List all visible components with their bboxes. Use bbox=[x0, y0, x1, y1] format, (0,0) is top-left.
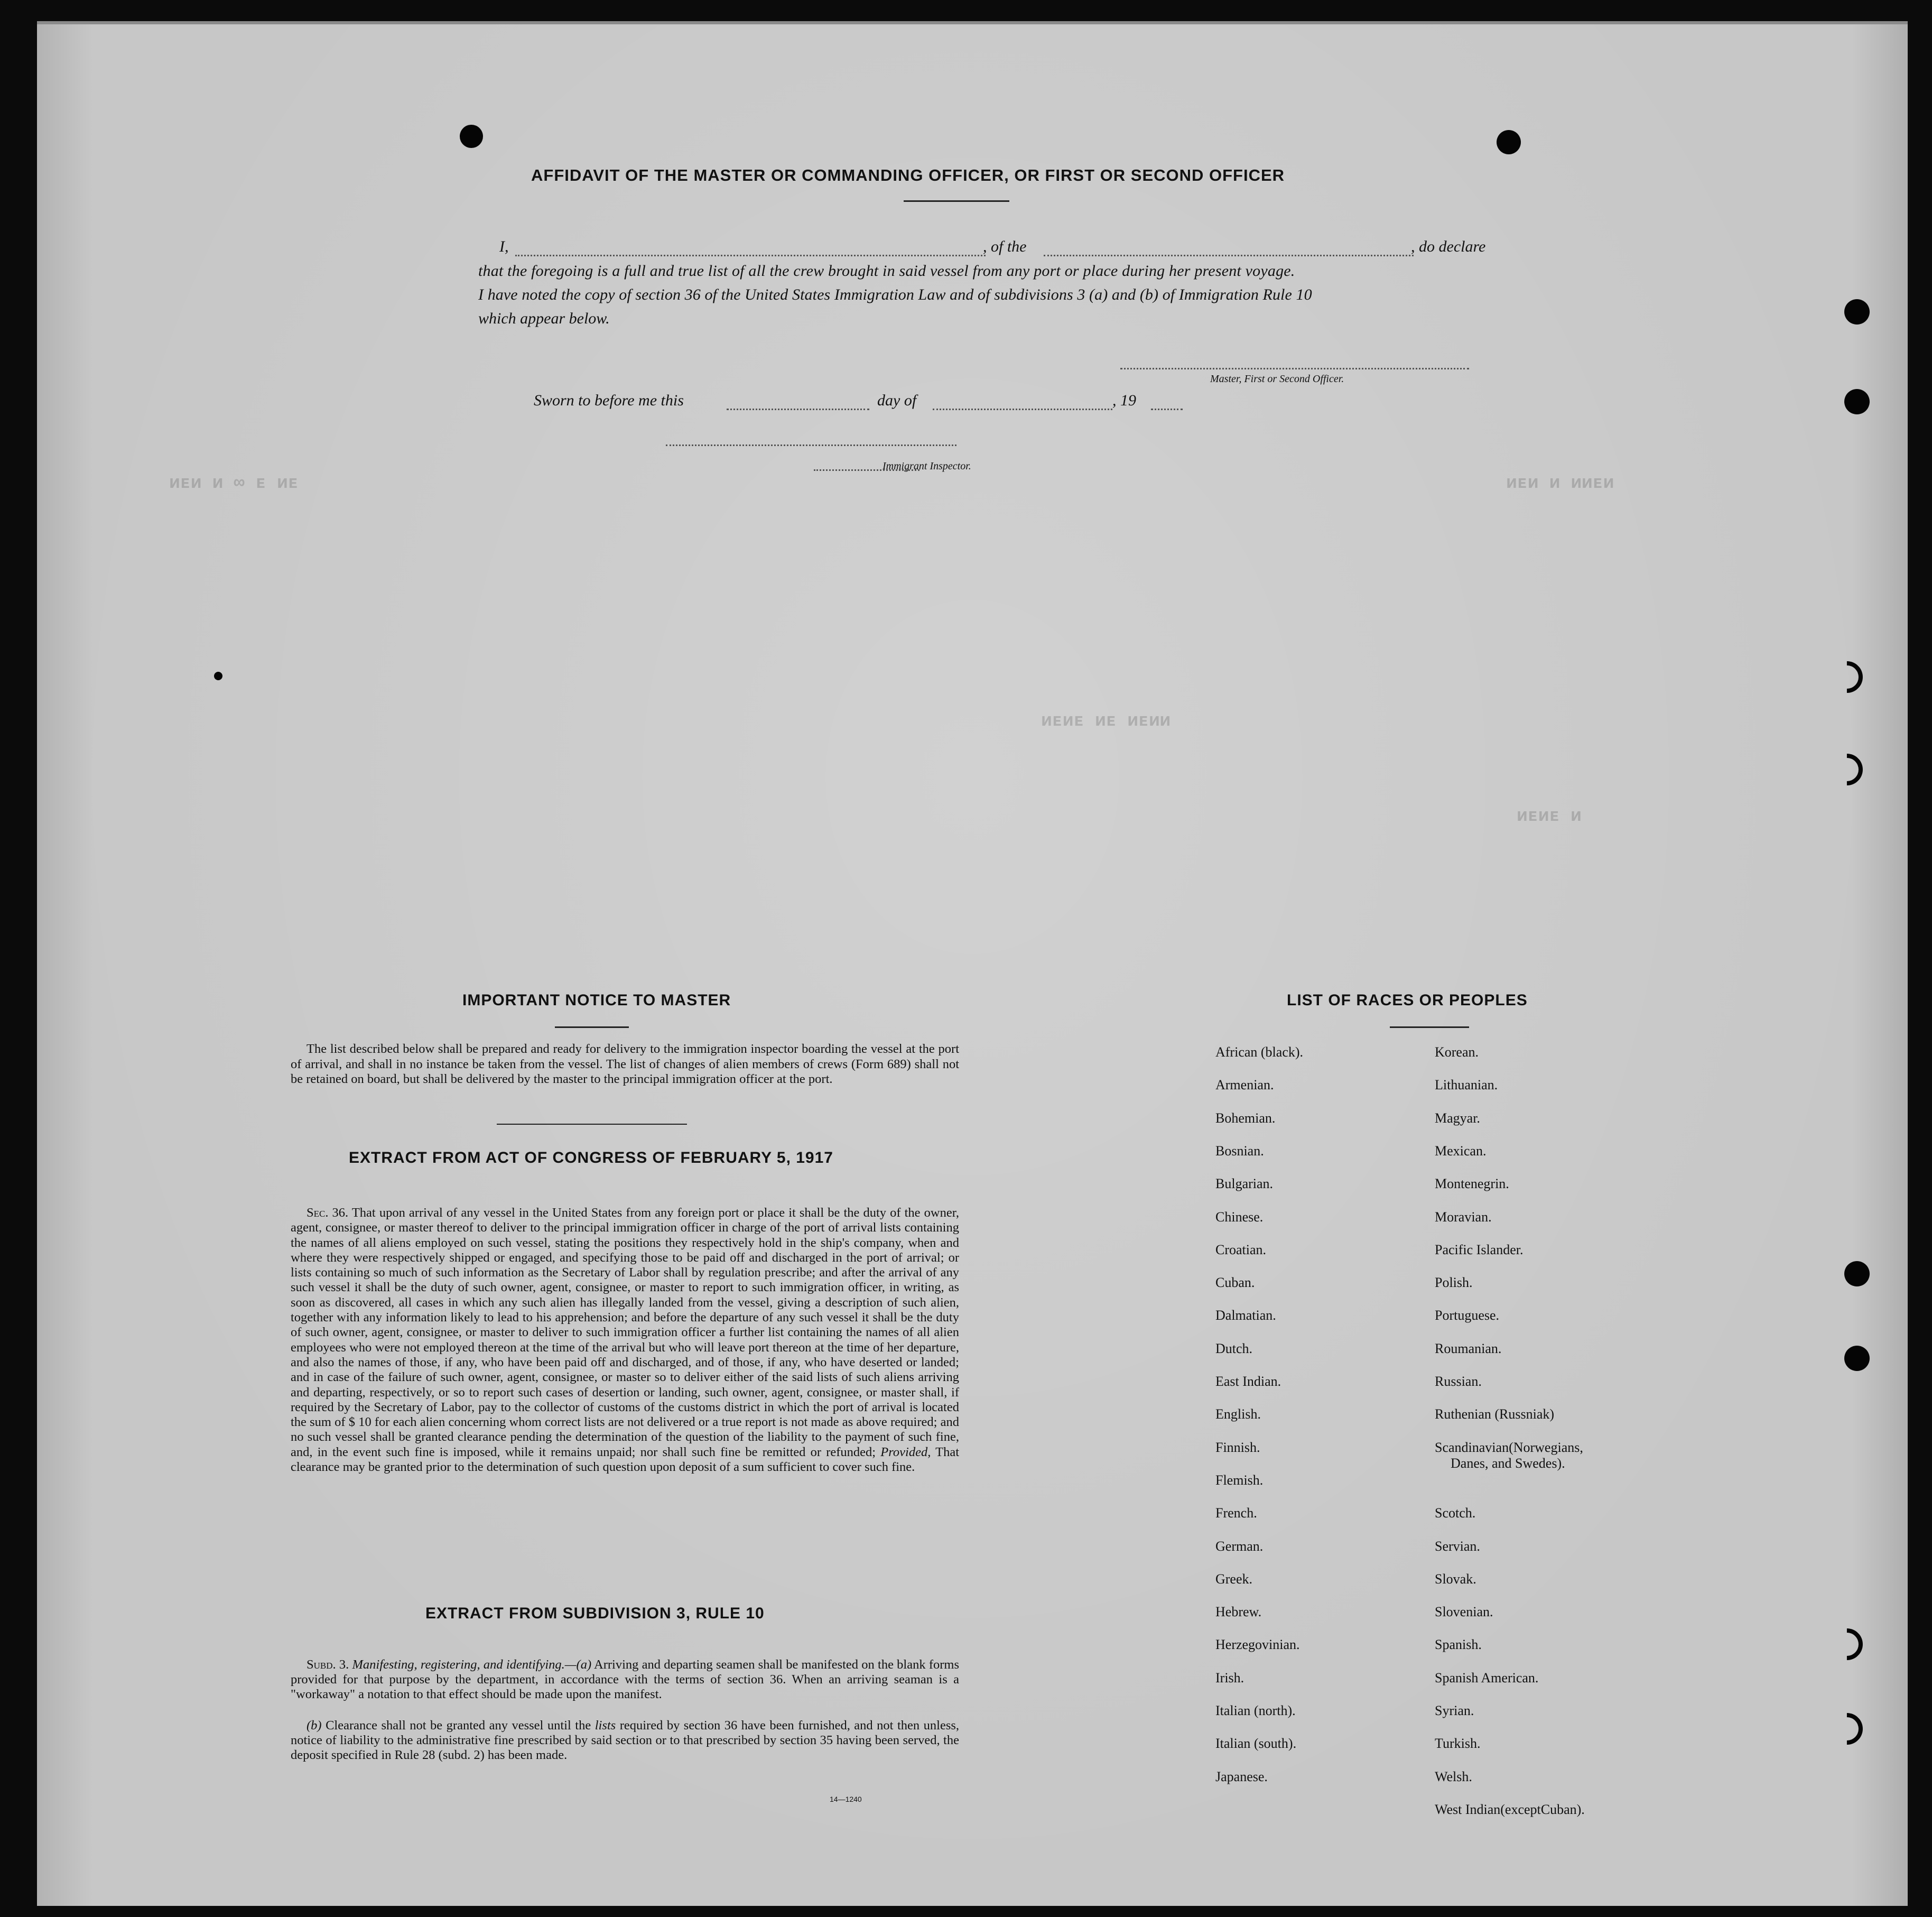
punch-hole bbox=[1825, 1622, 1870, 1667]
affidavit-of-the: , of the bbox=[983, 238, 1027, 255]
race-item: West Indian(exceptCuban). bbox=[1435, 1802, 1585, 1817]
bleed-through: ᴎᴇᴎ ᴎ ∞ ᴇ ᴎᴇ bbox=[169, 474, 299, 494]
inspector-label: Immigrant Inspector. bbox=[883, 460, 971, 472]
race-item: Hebrew. bbox=[1215, 1604, 1262, 1619]
act-body: That upon arrival of any vessel in the United States from any foreign port or place it shall be the duty of the owner, agent, consignee, or master thereof to deliver to the principal immigration officer in charge of the port of arrival lists containing the names of all aliens employed on such vessel, stating the positions they respectively hold in the ship's company, when and where they were respectively shipped or engaged, and specifying those to be paid off and discharged in the port of arrival; or lists containing so much of such information as the Secretary of Labor shall by regulation prescribe; and after the arrival of any such vessel it shall be the duty of such owner, agent, consignee, or master to report to such immigration officer, in writing, as soon as discovered, all cases in which any such alien has illegally landed from the vessel, giving a description of such alien, together with any information likely to lead to his apprehension; and before the departure of any such vessel it shall be the duty of such owner, agent, consignee, or master to deliver to such immigration officer a further list containing the names of all alien employees who were not employed thereon at the time of the arrival but who will leave port thereon at the time of her departure, and also the names of those, if any, who have been paid off and discharged, and of those, if any, who have deserted or landed; and in case of the failure of such owner, agent, consignee, or master so to deliver either of the said lists of such aliens arriving and departing, respectively, or so to report such cases of desertion or landing, such owner, agent, consignee, or master shall, if required by the Secretary of Labor, pay to the collector of customs of the customs district in which the port of arrival is located the sum of $ 10 for each alien concerning whom correct lists are not delivered or a true report is not made as above required; and no such vessel shall be granted clearance pending the determination of the question of the liability to the payment of such fine, and, in the event such fine is imposed, while it remains unpaid; nor shall such fine be remitted or refunded; bbox=[291, 1206, 959, 1459]
document-page bbox=[37, 21, 1908, 1906]
race-item: Russian. bbox=[1435, 1374, 1482, 1389]
punch-hole bbox=[1844, 1261, 1870, 1286]
section-divider bbox=[497, 1124, 687, 1125]
bleed-through: ᴎᴇᴎ ᴎ ᴎᴎᴇᴎ bbox=[1506, 474, 1614, 494]
subd-label: Subd. 3. bbox=[306, 1657, 349, 1672]
race-item: Japanese. bbox=[1215, 1769, 1268, 1784]
b-label: (b) bbox=[306, 1718, 322, 1733]
race-item: Herzegovinian. bbox=[1215, 1637, 1300, 1652]
affidavit-line4: which appear below. bbox=[478, 310, 610, 327]
race-item: Croatian. bbox=[1215, 1242, 1267, 1257]
race-item: Armenian. bbox=[1215, 1077, 1274, 1092]
day-of-label: day of bbox=[877, 392, 917, 409]
race-item: English. bbox=[1215, 1406, 1261, 1422]
punch-hole bbox=[1844, 1346, 1870, 1371]
punch-hole bbox=[1825, 1707, 1870, 1752]
subd-heading: Manifesting, registering, and identifying.—(a) bbox=[352, 1657, 592, 1672]
race-item: Syrian. bbox=[1435, 1703, 1474, 1718]
punch-hole bbox=[1825, 747, 1870, 792]
sec-label: Sec. 36. bbox=[306, 1206, 349, 1220]
race-item: German. bbox=[1215, 1539, 1264, 1554]
race-item: Korean. bbox=[1435, 1044, 1479, 1060]
act-text bbox=[291, 1206, 959, 1475]
race-item: Roumanian. bbox=[1435, 1341, 1502, 1356]
sworn-day-field[interactable] bbox=[727, 409, 869, 410]
race-item: Danes, and Swedes). bbox=[1451, 1456, 1565, 1471]
notice-title: IMPORTANT NOTICE TO MASTER bbox=[462, 992, 731, 1009]
race-item: Irish. bbox=[1215, 1670, 1244, 1686]
race-item: French. bbox=[1215, 1505, 1257, 1521]
notice-body: The list described below shall be prepared and ready for delivery to the immigration inspector boarding the vessel at the port of arrival, and shall in no instance be taken from the vessel. The list of changes of alien members of crews (Form 689) shall not be retained on board, but shall be delivered by the master to the principal immigration officer at the port. bbox=[291, 1042, 959, 1086]
rule-title: EXTRACT FROM SUBDIVISION 3, RULE 10 bbox=[425, 1605, 765, 1622]
ink-spot bbox=[214, 672, 222, 680]
race-item: Greek. bbox=[1215, 1571, 1253, 1587]
race-item: Ruthenian (Russniak) bbox=[1435, 1406, 1555, 1422]
punch-hole bbox=[1844, 389, 1870, 414]
race-item: Finnish. bbox=[1215, 1440, 1260, 1455]
race-item: Scandinavian(Norwegians, bbox=[1435, 1440, 1583, 1455]
punch-hole bbox=[1497, 130, 1521, 154]
race-item: Mexican. bbox=[1435, 1143, 1487, 1159]
race-item: Magyar. bbox=[1435, 1110, 1480, 1126]
race-item: African (black). bbox=[1215, 1044, 1304, 1060]
master-signature-field[interactable] bbox=[1120, 368, 1469, 369]
race-item: Bohemian. bbox=[1215, 1110, 1276, 1126]
sworn-label: Sworn to before me this bbox=[534, 392, 684, 409]
notice-text bbox=[291, 1042, 959, 1087]
race-item: Dalmatian. bbox=[1215, 1308, 1276, 1323]
race-item: Dutch. bbox=[1215, 1341, 1253, 1356]
race-item: Montenegrin. bbox=[1435, 1176, 1509, 1191]
sworn-month-field[interactable] bbox=[933, 409, 1112, 410]
race-item: Italian (south). bbox=[1215, 1736, 1297, 1751]
provided-label: Provided, bbox=[880, 1444, 931, 1459]
race-item: Servian. bbox=[1435, 1539, 1480, 1554]
race-item: Turkish. bbox=[1435, 1736, 1481, 1751]
race-item: Bulgarian. bbox=[1215, 1176, 1274, 1191]
race-item: Slovenian. bbox=[1435, 1604, 1493, 1619]
races-underline bbox=[1390, 1026, 1469, 1028]
rule-b-lists: lists bbox=[595, 1718, 616, 1733]
rule-a-text bbox=[291, 1657, 959, 1702]
race-item: Moravian. bbox=[1435, 1209, 1492, 1225]
races-title: LIST OF RACES OR PEOPLES bbox=[1287, 992, 1528, 1009]
race-item: Chinese. bbox=[1215, 1209, 1264, 1225]
punch-hole bbox=[1844, 299, 1870, 325]
race-item: Flemish. bbox=[1215, 1473, 1264, 1488]
rule-b-body-1: Clearance shall not be granted any vessel until the bbox=[326, 1718, 591, 1733]
bleed-through: ᴎᴇᴎᴇ ᴎᴇ ᴎᴇᴎᴎ bbox=[1041, 711, 1171, 731]
race-item: Spanish. bbox=[1435, 1637, 1482, 1652]
bleed-through: ᴎᴇᴎᴇ ᴎ bbox=[1517, 807, 1582, 827]
vessel-field[interactable] bbox=[1044, 255, 1414, 256]
affidavit-line2: that the foregoing is a full and true list of all the crew brought in said vessel from any port or place during her present voyage. bbox=[478, 262, 1295, 280]
year-label: , 19 bbox=[1112, 392, 1136, 409]
affidavit-line3: I have noted the copy of section 36 of the United States Immigration Law and of subdivisions 3 (a) and (b) of Immigration Rule 10 bbox=[478, 286, 1312, 303]
notice-underline bbox=[555, 1026, 629, 1028]
punch-hole bbox=[460, 125, 483, 148]
race-item: Polish. bbox=[1435, 1275, 1473, 1290]
punch-hole bbox=[1825, 655, 1870, 700]
sworn-year-field[interactable] bbox=[1151, 409, 1183, 410]
race-item: Welsh. bbox=[1435, 1769, 1472, 1784]
name-field[interactable] bbox=[515, 255, 986, 256]
act-body-end: That clearance may be granted prior to the determination of such question upon deposit of a sum sufficient to cover such fine. bbox=[291, 1444, 960, 1475]
race-item: Italian (north). bbox=[1215, 1703, 1296, 1718]
affidavit-i: I, bbox=[499, 238, 509, 255]
race-item: East Indian. bbox=[1215, 1374, 1281, 1389]
affidavit-declare: , do declare bbox=[1411, 238, 1486, 255]
rule-b-body-2: required by section 36 have been furnished, and not then unless, notice of liability to the administrative fine prescribed by said section or to that prescribed by section 35 having been served, the deposit specified in Rule 28 (subd. 2) has been made. bbox=[291, 1718, 960, 1762]
race-item: Cuban. bbox=[1215, 1275, 1255, 1290]
race-item: Bosnian. bbox=[1215, 1143, 1264, 1159]
rule-a-body: Arriving and departing seamen shall be manifested on the blank forms provided for that purpose by the department, in accordance with the terms of section 36. When an arriving seaman is a "workaway" a notation to that effect should be made upon the manifest. bbox=[291, 1657, 959, 1701]
race-item: Spanish American. bbox=[1435, 1670, 1539, 1686]
rule-b-text bbox=[291, 1718, 959, 1763]
race-item: Portuguese. bbox=[1435, 1308, 1500, 1323]
race-item: Pacific Islander. bbox=[1435, 1242, 1524, 1257]
inspector-signature-field[interactable] bbox=[666, 444, 956, 446]
affidavit-title: AFFIDAVIT OF THE MASTER OR COMMANDING OFFICER, OR FIRST OR SECOND OFFICER bbox=[531, 166, 1285, 184]
race-item: Scotch. bbox=[1435, 1505, 1476, 1521]
race-item: Slovak. bbox=[1435, 1571, 1476, 1587]
title-underline bbox=[904, 200, 1009, 202]
form-number: 14—1240 bbox=[830, 1795, 862, 1803]
act-title: EXTRACT FROM ACT OF CONGRESS OF FEBRUARY 5, 1917 bbox=[349, 1149, 833, 1166]
master-signature-label: Master, First or Second Officer. bbox=[1210, 373, 1344, 385]
race-item: Lithuanian. bbox=[1435, 1077, 1498, 1092]
